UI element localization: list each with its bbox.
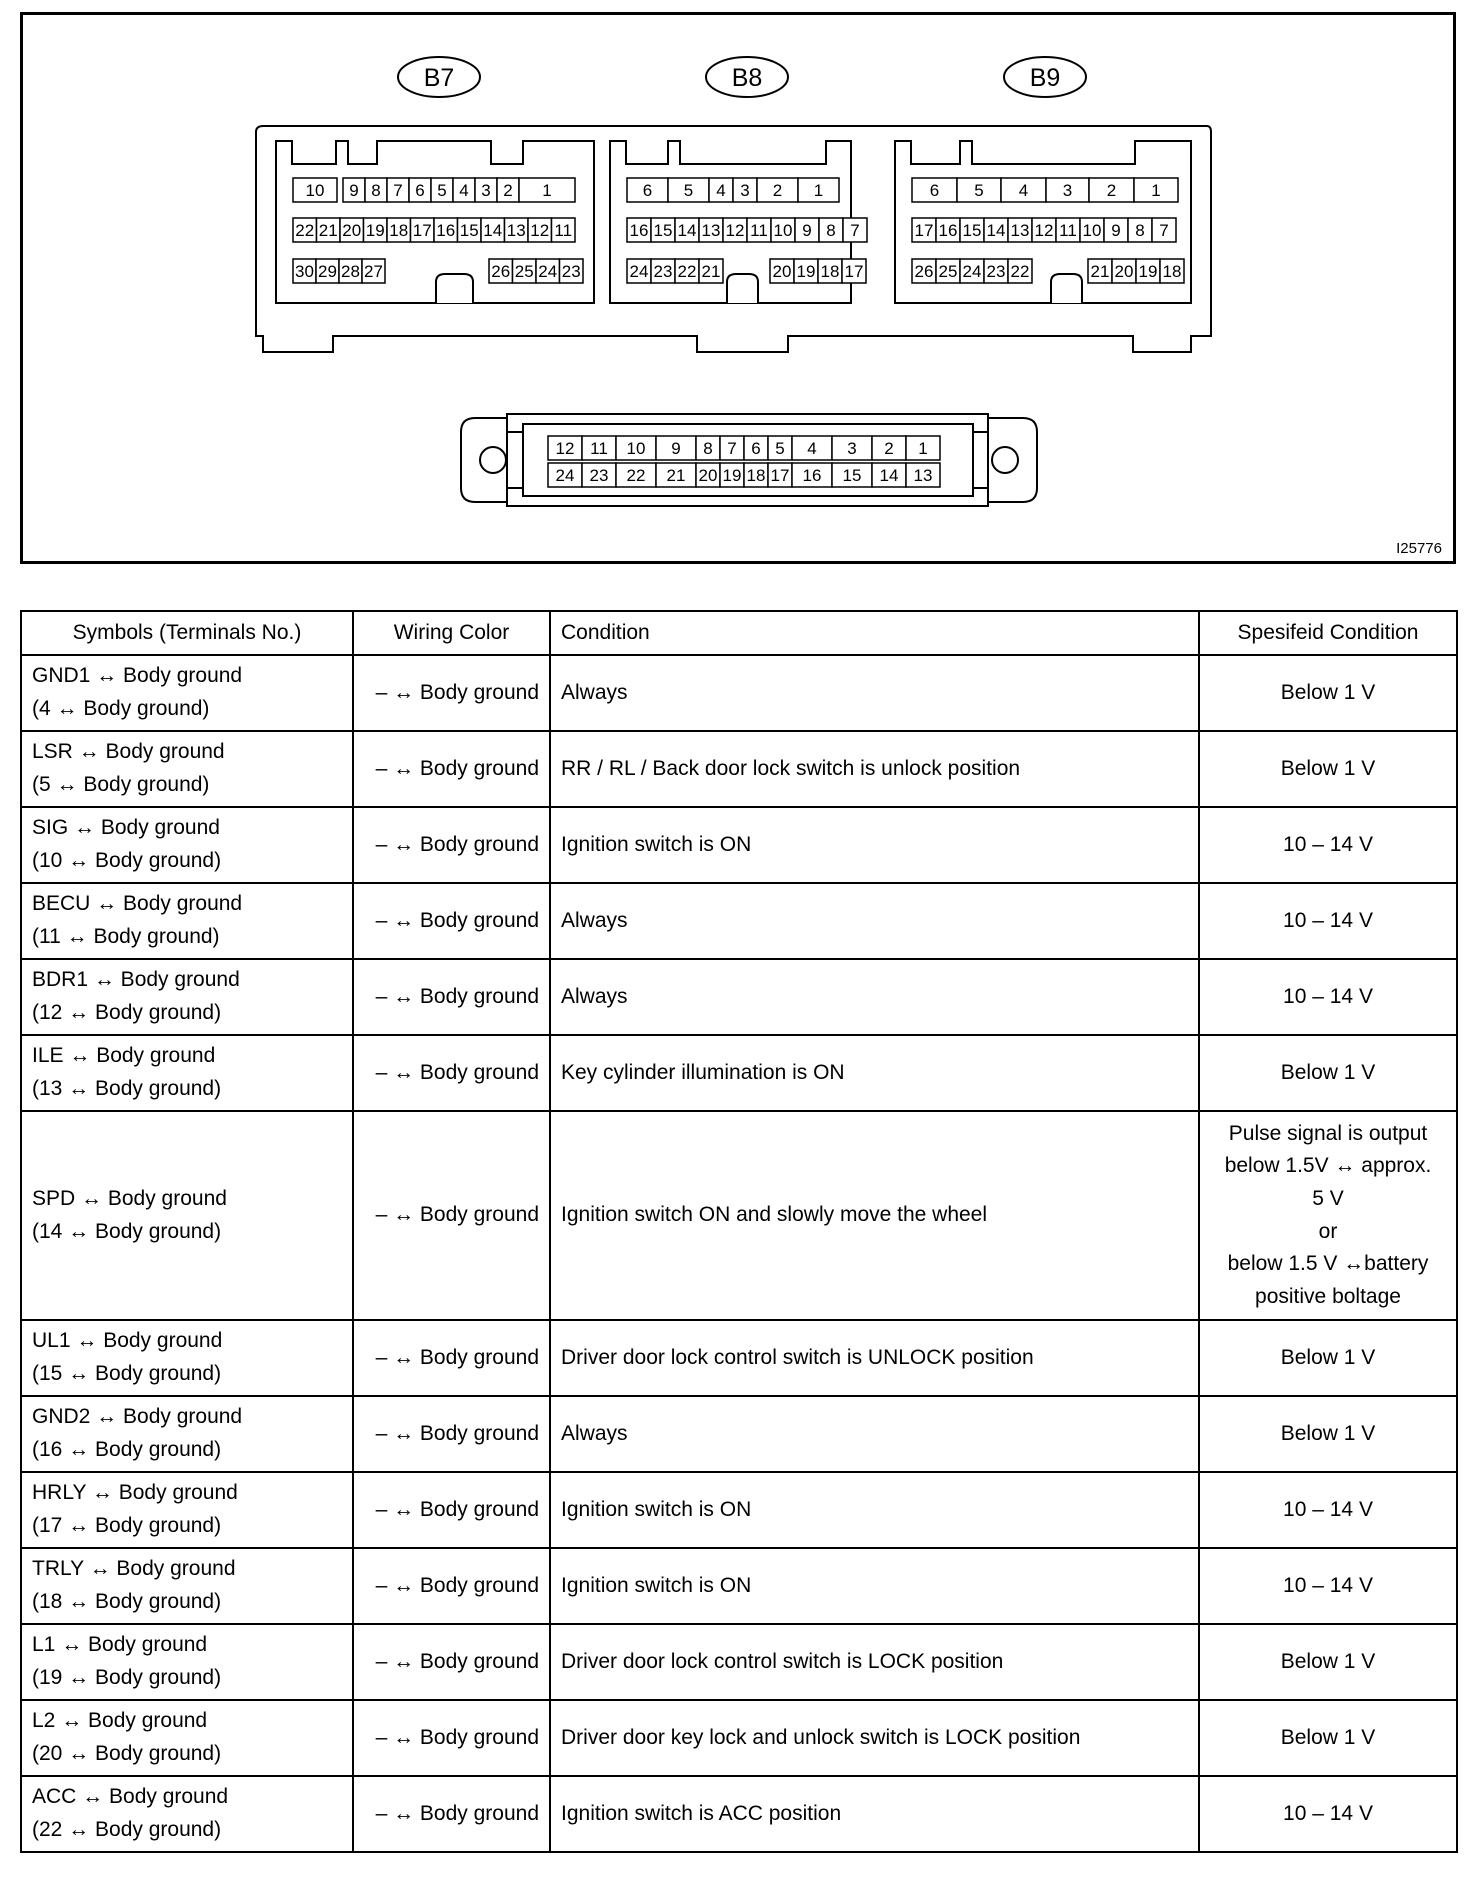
terminal-symbol: ILE ↔ Body ground xyxy=(32,1044,216,1068)
terminal-number: (22 ↔ Body ground) xyxy=(32,1818,222,1841)
pin-number: 4 xyxy=(459,181,469,200)
pin-number: 15 xyxy=(653,221,673,240)
pin-number: 15 xyxy=(842,466,862,485)
terminal-number: (10 ↔ Body ground) xyxy=(32,849,222,872)
pin-number: 21 xyxy=(666,466,686,485)
table-row xyxy=(21,959,1457,1035)
pin-number: 3 xyxy=(847,439,857,458)
pin-number: 21 xyxy=(318,221,338,240)
specified-condition-line: or xyxy=(1318,1219,1338,1243)
pin-number: 22 xyxy=(1010,262,1030,281)
wiring-color-cell: – ↔ Body ground xyxy=(353,1776,550,1852)
specified-condition-line: Below 1 V xyxy=(1280,756,1376,780)
pin-number: 20 xyxy=(1114,262,1134,281)
terminal-number: (17 ↔ Body ground) xyxy=(32,1514,222,1537)
pin-number: 9 xyxy=(802,221,812,240)
table-row xyxy=(21,807,1457,883)
pin-number: 13 xyxy=(506,221,526,240)
condition-cell: Ignition switch ON and slowly move the wheel xyxy=(550,1111,1199,1320)
specified-condition-line: 10 – 14 V xyxy=(1283,1573,1373,1597)
symbol-cell xyxy=(21,1396,353,1472)
specified-condition-cell xyxy=(1199,1624,1457,1700)
terminal-symbol: LSR ↔ Body ground xyxy=(32,740,225,764)
symbol-cell xyxy=(21,1035,353,1111)
pin-number: 17 xyxy=(412,221,432,240)
terminal-number: (4 ↔ Body ground) xyxy=(32,697,210,720)
pin-number: 25 xyxy=(514,262,534,281)
table-row xyxy=(21,1111,1457,1320)
terminal-symbol: ACC ↔ Body ground xyxy=(32,1785,229,1809)
wiring-color-cell: – ↔ Body ground xyxy=(353,1035,550,1111)
condition-cell: Ignition switch is ON xyxy=(550,1548,1199,1624)
specified-condition-cell xyxy=(1199,1776,1457,1852)
pin-number: 15 xyxy=(962,221,982,240)
wiring-color-cell: – ↔ Body ground xyxy=(353,1700,550,1776)
pin-number: 17 xyxy=(770,466,790,485)
pin-number: 18 xyxy=(389,221,409,240)
pin-number: 16 xyxy=(938,221,958,240)
pin-number: 16 xyxy=(629,221,649,240)
pin-number: 4 xyxy=(716,181,726,200)
pin-number: 7 xyxy=(393,181,403,200)
pin-number: 9 xyxy=(671,439,681,458)
wiring-color-cell: – ↔ Body ground xyxy=(353,1624,550,1700)
pin-number: 24 xyxy=(538,262,558,281)
pin-number: 29 xyxy=(318,262,337,281)
table-row xyxy=(21,1624,1457,1700)
pin-number: 28 xyxy=(341,262,360,281)
pin-number: 18 xyxy=(820,262,840,281)
pin-number: 7 xyxy=(850,221,860,240)
pin-number: 22 xyxy=(626,466,646,485)
wiring-color-cell: – ↔ Body ground xyxy=(353,1111,550,1320)
pin-number: 9 xyxy=(1111,221,1121,240)
pin-number: 6 xyxy=(415,181,425,200)
terminal-number: (20 ↔ Body ground) xyxy=(32,1742,222,1765)
symbol-cell xyxy=(21,1700,353,1776)
header-condition: Condition xyxy=(550,611,1199,655)
specified-condition-cell xyxy=(1199,1396,1457,1472)
terminal-symbol: BDR1 ↔ Body ground xyxy=(32,968,240,992)
specified-condition-line: below 1.5 V ↔battery xyxy=(1227,1252,1429,1276)
pin-number: 12 xyxy=(555,439,575,458)
condition-cell: Always xyxy=(550,883,1199,959)
pin-number: 23 xyxy=(986,262,1006,281)
terminal-spec-table xyxy=(20,610,1458,1853)
pin-number: 22 xyxy=(295,221,315,240)
symbol-cell xyxy=(21,959,353,1035)
lower-connector xyxy=(461,414,1037,506)
terminal-number: (15 ↔ Body ground) xyxy=(32,1362,222,1385)
pin-number: 5 xyxy=(775,439,785,458)
pin-number: 2 xyxy=(1106,181,1117,200)
pin-number: 2 xyxy=(884,439,894,458)
table-row xyxy=(21,1700,1457,1776)
pin-number: 24 xyxy=(962,262,982,281)
pin-number: 19 xyxy=(796,262,816,281)
symbol-cell xyxy=(21,1472,353,1548)
specified-condition-line: positive boltage xyxy=(1255,1284,1401,1308)
condition-cell: Key cylinder illumination is ON xyxy=(550,1035,1199,1111)
pin-number: 16 xyxy=(436,221,456,240)
condition-cell: Ignition switch is ON xyxy=(550,807,1199,883)
pin-number: 8 xyxy=(826,221,836,240)
terminal-symbol: SIG ↔ Body ground xyxy=(32,816,220,840)
connector-label-text: B7 xyxy=(423,64,455,92)
pin-number: 21 xyxy=(701,262,721,281)
pin-number: 23 xyxy=(589,466,609,485)
pin-number: 24 xyxy=(555,466,575,485)
pin-number: 8 xyxy=(371,181,381,200)
specified-condition-cell xyxy=(1199,655,1457,731)
pin-number: 11 xyxy=(554,221,573,240)
pin-number: 15 xyxy=(459,221,479,240)
condition-cell: Driver door key lock and unlock switch is LOCK position xyxy=(550,1700,1199,1776)
specified-condition-line: below 1.5V ↔ approx. xyxy=(1224,1154,1432,1178)
specified-condition-line: Below 1 V xyxy=(1280,1345,1376,1369)
header-wiring-color: Wiring Color xyxy=(353,611,550,655)
pin-number: 4 xyxy=(1018,181,1029,200)
table-row xyxy=(21,1776,1457,1852)
pin-number: 25 xyxy=(938,262,958,281)
specified-condition-line: Pulse signal is output xyxy=(1228,1121,1428,1145)
pin-number: 14 xyxy=(677,221,697,240)
pin-number: 14 xyxy=(986,221,1006,240)
symbol-cell xyxy=(21,1624,353,1700)
wiring-color-cell: – ↔ Body ground xyxy=(353,1548,550,1624)
table-row xyxy=(21,1396,1457,1472)
pin-number: 24 xyxy=(629,262,649,281)
pin-number: 7 xyxy=(727,439,737,458)
connector-label-text: B9 xyxy=(1029,64,1061,92)
pin-number: 18 xyxy=(1162,262,1182,281)
wiring-color-cell: – ↔ Body ground xyxy=(353,807,550,883)
condition-cell: Ignition switch is ON xyxy=(550,1472,1199,1548)
pin-number: 3 xyxy=(1062,181,1073,200)
table-header-row xyxy=(21,611,1457,655)
pin-number: 4 xyxy=(807,439,817,458)
terminal-number: (11 ↔ Body ground) xyxy=(32,925,220,948)
condition-cell: Driver door lock control switch is UNLOCK position xyxy=(550,1320,1199,1396)
symbol-cell xyxy=(21,1776,353,1852)
figure-id: I25776 xyxy=(1396,540,1442,557)
pin-number: 13 xyxy=(701,221,721,240)
specified-condition-line: 10 – 14 V xyxy=(1283,1801,1373,1825)
pin-number: 17 xyxy=(914,221,934,240)
specified-condition-cell xyxy=(1199,1700,1457,1776)
pin-number: 26 xyxy=(491,262,511,281)
pin-number: 3 xyxy=(740,181,750,200)
specified-condition-cell xyxy=(1199,807,1457,883)
table-body xyxy=(21,655,1457,1852)
terminal-number: (18 ↔ Body ground) xyxy=(32,1590,222,1613)
condition-cell: Driver door lock control switch is LOCK position xyxy=(550,1624,1199,1700)
terminal-number: (13 ↔ Body ground) xyxy=(32,1077,222,1100)
symbol-cell xyxy=(21,1111,353,1320)
terminal-symbol: BECU ↔ Body ground xyxy=(32,892,243,916)
pin-number: 11 xyxy=(590,439,608,458)
pin-number: 19 xyxy=(722,466,742,485)
pin-number: 19 xyxy=(365,221,385,240)
terminal-symbol: TRLY ↔ Body ground xyxy=(32,1557,236,1581)
terminal-number: (16 ↔ Body ground) xyxy=(32,1438,222,1461)
wiring-color-cell: – ↔ Body ground xyxy=(353,883,550,959)
pin-number: 20 xyxy=(342,221,362,240)
pin-number: 6 xyxy=(929,181,940,200)
pin-number: 30 xyxy=(295,262,314,281)
specified-condition-line: Below 1 V xyxy=(1280,680,1376,704)
specified-condition-line: Below 1 V xyxy=(1280,1421,1376,1445)
pin-number: 5 xyxy=(683,181,694,200)
table-row xyxy=(21,1472,1457,1548)
condition-cell: Always xyxy=(550,655,1199,731)
table-row xyxy=(21,883,1457,959)
pin-number: 1 xyxy=(918,439,928,458)
specified-condition-cell xyxy=(1199,1548,1457,1624)
pin-number: 11 xyxy=(1059,221,1077,240)
pin-number: 2 xyxy=(503,181,513,200)
pin-number: 8 xyxy=(1135,221,1145,240)
table-row xyxy=(21,655,1457,731)
wiring-color-cell: – ↔ Body ground xyxy=(353,1472,550,1548)
terminal-number: (19 ↔ Body ground) xyxy=(32,1666,222,1689)
symbol-cell xyxy=(21,883,353,959)
pin-number: 12 xyxy=(530,221,550,240)
specified-condition-line: 10 – 14 V xyxy=(1283,832,1373,856)
terminal-symbol: L1 ↔ Body ground xyxy=(32,1633,208,1657)
specified-condition-cell xyxy=(1199,1472,1457,1548)
terminal-symbol: GND2 ↔ Body ground xyxy=(32,1405,243,1429)
pin-number: 9 xyxy=(349,181,359,200)
pin-number: 16 xyxy=(802,466,822,485)
specified-condition-cell xyxy=(1199,731,1457,807)
pin-number: 21 xyxy=(1090,262,1110,281)
pin-number: 10 xyxy=(773,221,793,240)
pin-number: 3 xyxy=(481,181,491,200)
pin-number: 8 xyxy=(703,439,713,458)
terminal-number: (14 ↔ Body ground) xyxy=(32,1219,222,1243)
specified-condition-line: Below 1 V xyxy=(1280,1649,1376,1673)
specified-condition-cell xyxy=(1199,959,1457,1035)
specified-condition-line: Below 1 V xyxy=(1280,1725,1376,1749)
table-row xyxy=(21,1548,1457,1624)
wiring-color-cell: – ↔ Body ground xyxy=(353,959,550,1035)
pin-number: 13 xyxy=(1010,221,1030,240)
terminal-symbol: GND1 ↔ Body ground xyxy=(32,664,243,688)
specified-condition-cell xyxy=(1199,883,1457,959)
specified-condition-line: 5 V xyxy=(1312,1186,1344,1210)
pin-number: 6 xyxy=(751,439,761,458)
specified-condition-cell xyxy=(1199,1111,1457,1320)
symbol-cell xyxy=(21,807,353,883)
connector-diagram xyxy=(20,12,1456,564)
symbol-cell xyxy=(21,1548,353,1624)
condition-cell: RR / RL / Back door lock switch is unlock position xyxy=(550,731,1199,807)
header-symbols: Symbols (Terminals No.) xyxy=(21,611,353,655)
wiring-color-cell: – ↔ Body ground xyxy=(353,1396,550,1472)
pin-number: 18 xyxy=(746,466,766,485)
pin-number: 7 xyxy=(1159,221,1169,240)
pin-number: 10 xyxy=(1082,221,1102,240)
pin-number: 1 xyxy=(813,181,824,200)
mounting-hole-icon xyxy=(992,447,1018,473)
pin-number: 14 xyxy=(879,466,899,485)
wiring-color-cell: – ↔ Body ground xyxy=(353,1320,550,1396)
pin-number: 12 xyxy=(725,221,745,240)
pin-number: 12 xyxy=(1034,221,1054,240)
pin-number: 10 xyxy=(305,181,325,200)
table-row xyxy=(21,1320,1457,1396)
pin-number: 23 xyxy=(653,262,673,281)
pin-number: 1 xyxy=(1151,181,1161,200)
wiring-color-cell: – ↔ Body ground xyxy=(353,731,550,807)
pin-number: 20 xyxy=(698,466,718,485)
pin-number: 17 xyxy=(844,262,864,281)
mounting-hole-icon xyxy=(480,447,506,473)
pin-number: 23 xyxy=(561,262,581,281)
pin-number: 20 xyxy=(772,262,792,281)
pin-number: 10 xyxy=(626,439,646,458)
terminal-number: (5 ↔ Body ground) xyxy=(32,773,210,796)
pin-number: 19 xyxy=(1138,262,1158,281)
pin-number: 2 xyxy=(772,181,783,200)
pin-number: 5 xyxy=(437,181,447,200)
specified-condition-line: 10 – 14 V xyxy=(1283,908,1373,932)
condition-cell: Ignition switch is ACC position xyxy=(550,1776,1199,1852)
terminal-symbol: UL1 ↔ Body ground xyxy=(32,1329,223,1353)
pin-number: 27 xyxy=(364,262,383,281)
symbol-cell xyxy=(21,655,353,731)
symbol-cell xyxy=(21,731,353,807)
pin-number: 22 xyxy=(677,262,697,281)
pin-number: 14 xyxy=(483,221,503,240)
symbol-cell xyxy=(21,1320,353,1396)
terminal-symbol: L2 ↔ Body ground xyxy=(32,1709,208,1733)
pin-number: 26 xyxy=(914,262,934,281)
specified-condition-cell xyxy=(1199,1320,1457,1396)
connector-figure xyxy=(20,12,1456,564)
pin-number: 13 xyxy=(913,466,933,485)
specified-condition-line: 10 – 14 V xyxy=(1283,1497,1373,1521)
pin-number: 11 xyxy=(750,221,768,240)
specified-condition-cell xyxy=(1199,1035,1457,1111)
table-row xyxy=(21,1035,1457,1111)
terminal-symbol: SPD ↔ Body ground xyxy=(32,1186,227,1210)
wiring-color-cell: – ↔ Body ground xyxy=(353,655,550,731)
specified-condition-line: 10 – 14 V xyxy=(1283,984,1373,1008)
pin-number: 1 xyxy=(542,181,552,200)
terminal-symbol: HRLY ↔ Body ground xyxy=(32,1481,238,1505)
connector-label-text: B8 xyxy=(731,64,763,92)
header-specified-condition: Spesifeid Condition xyxy=(1199,611,1457,655)
pin-number: 5 xyxy=(974,181,984,200)
specified-condition-line: Below 1 V xyxy=(1280,1060,1376,1084)
condition-cell: Always xyxy=(550,1396,1199,1472)
terminal-number: (12 ↔ Body ground) xyxy=(32,1001,222,1024)
pin-number: 6 xyxy=(642,181,653,200)
condition-cell: Always xyxy=(550,959,1199,1035)
table-row xyxy=(21,731,1457,807)
